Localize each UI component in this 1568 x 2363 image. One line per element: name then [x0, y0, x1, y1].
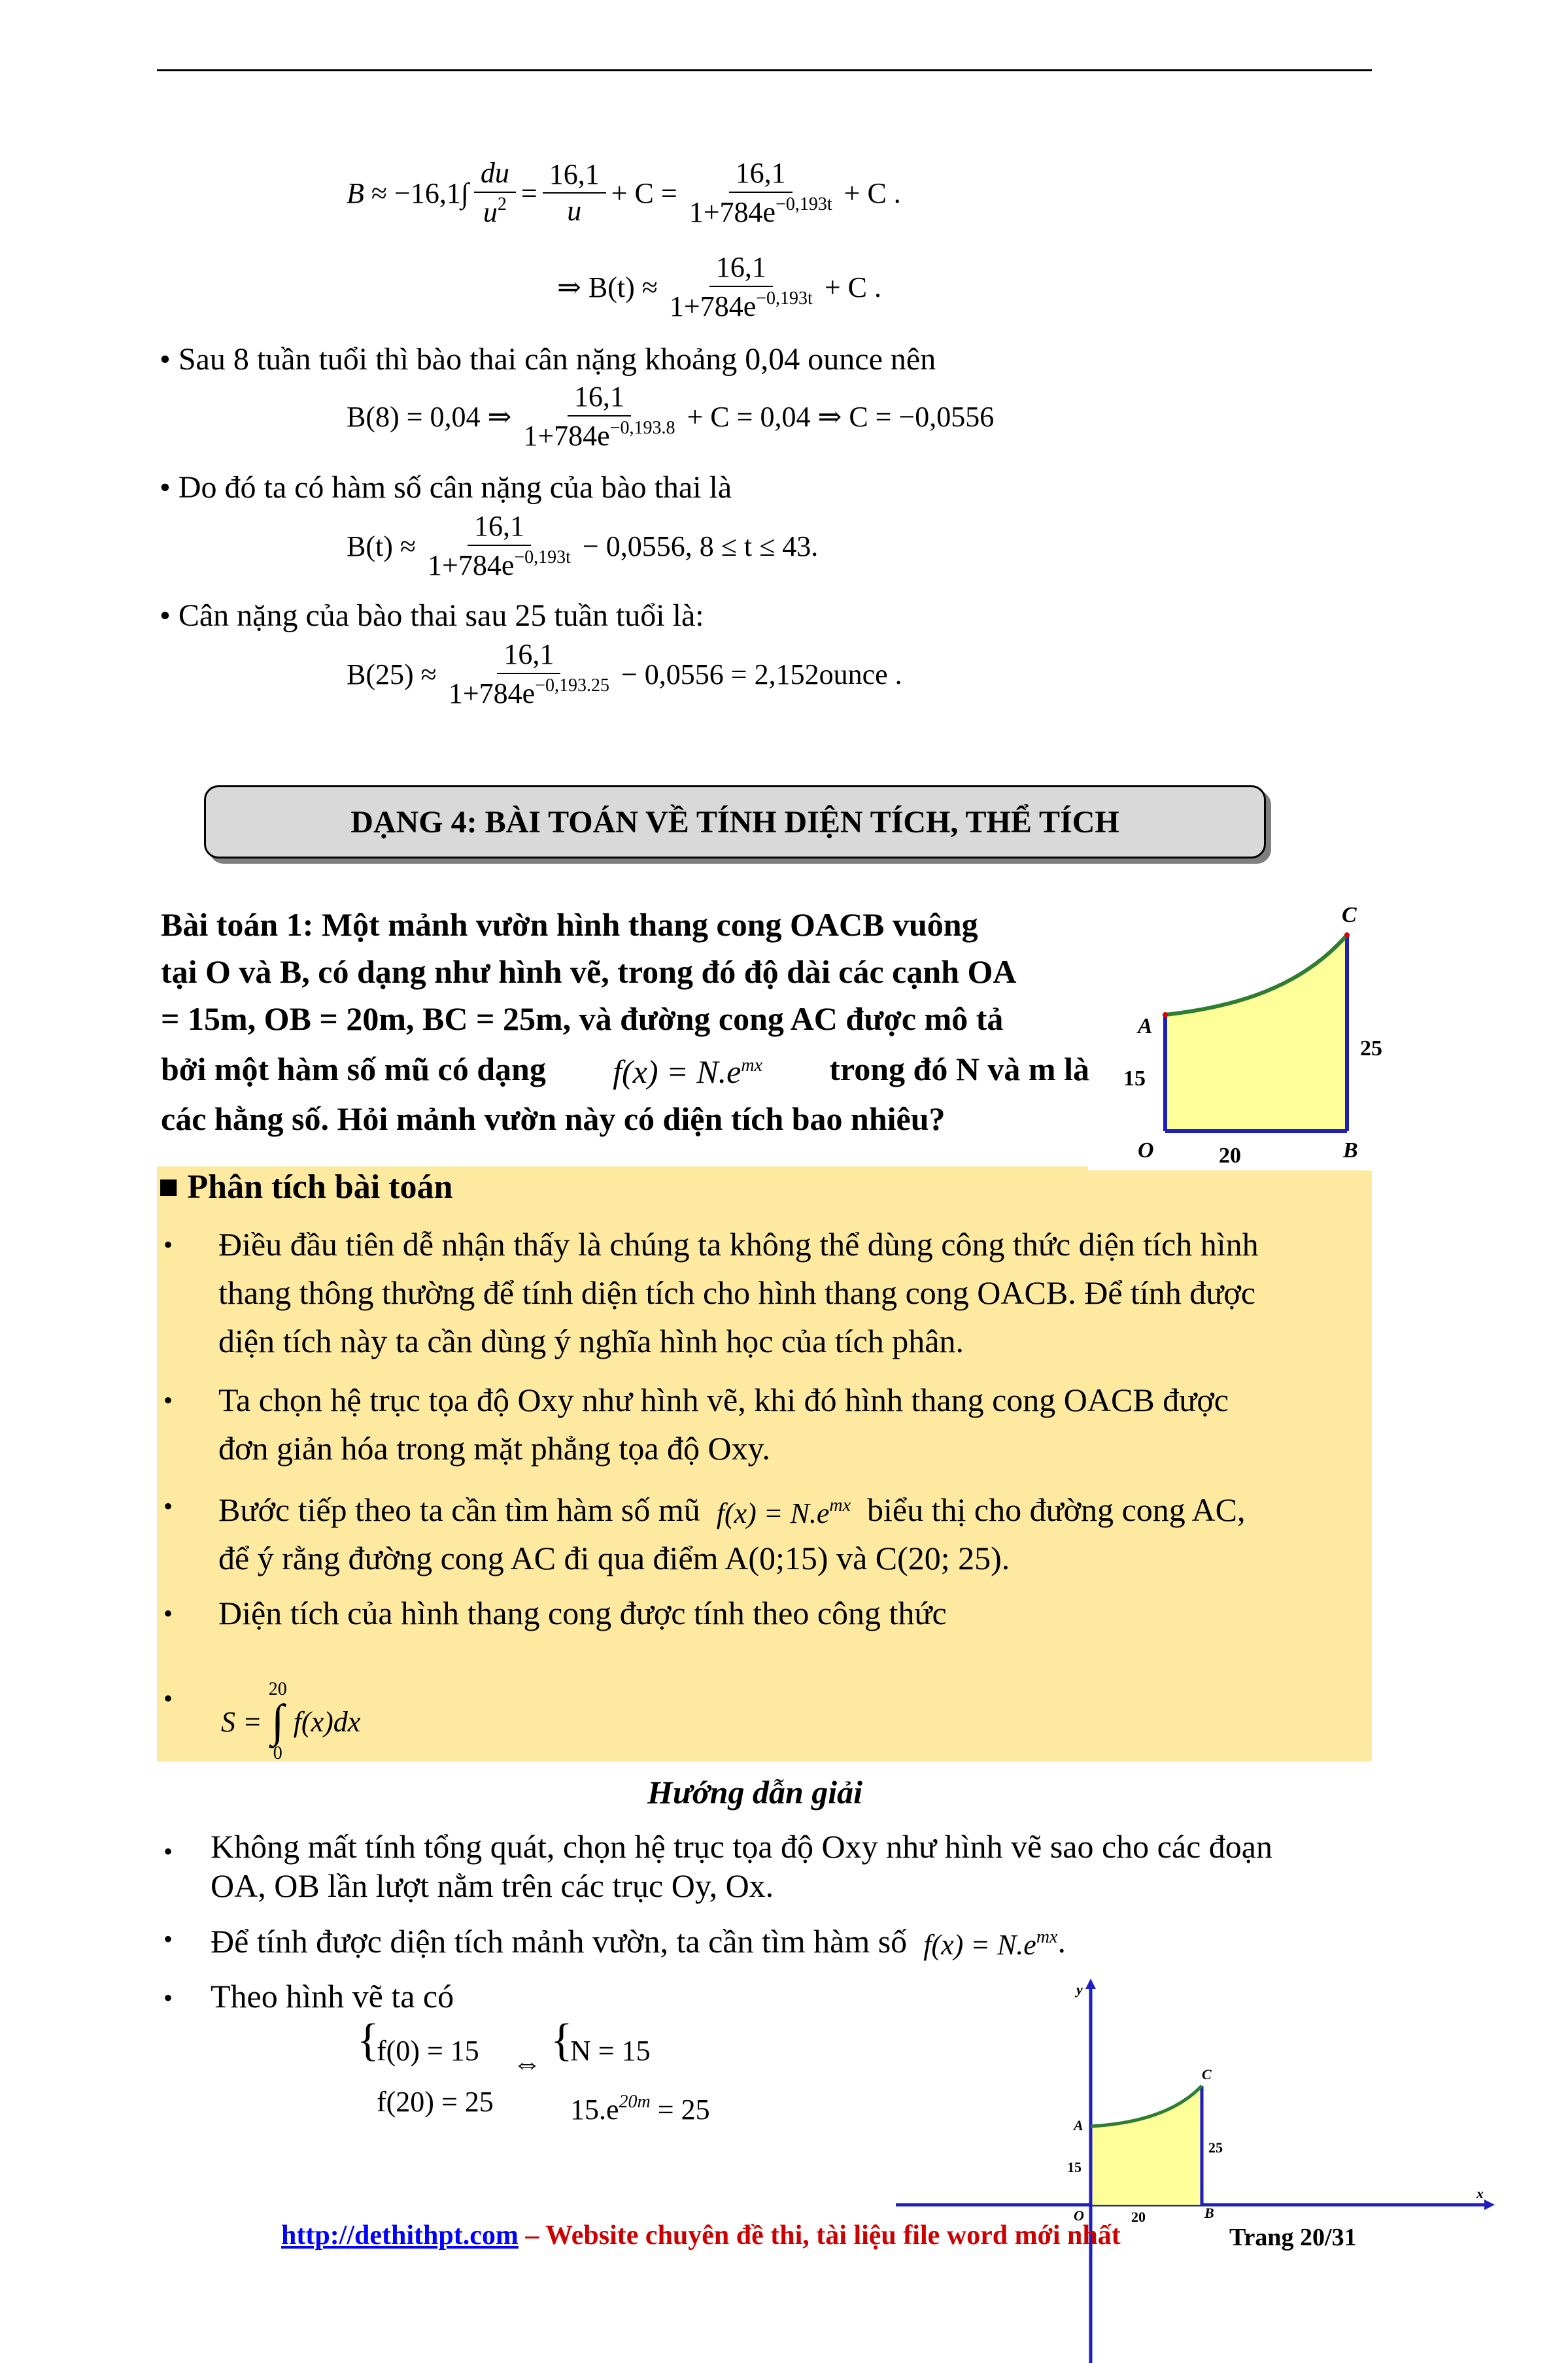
area-integral: S = 20 ∫ 0 f(x)dx: [221, 1679, 361, 1763]
brace-left: {: [357, 2015, 379, 2066]
label-o: O: [1074, 2207, 1084, 2224]
bullet-dot: •: [163, 1230, 173, 1259]
analysis-item: để ý rằng đường cong AC đi qua điểm A(0;15) và C(20; 25).: [218, 1540, 1010, 1576]
formula-b8: B(8) = 0,04 ⇒ $\frac{16,1}{1+784e^{-0,193.8}}$ + C = 0,04 ⇒ C = −0,0556: [347, 381, 995, 452]
problem-statement: Bài toán 1: Một mảnh vườn hình thang cong OACB vuông tại O và B, có dạng như hình vẽ, trong đó độ dài các cạnh OA = 15m, OB = 20m, BC = 25m, và đường cong AC được mô tả bởi một hàm số mũ có dạng $f(x) = N.e^{mx}$ trong đó N và m là các hằng số. Hỏi mảnh vườn này có diện tích bao nhiêu?: [161, 906, 1089, 1137]
formula-b25: B(25) ≈ $\frac{16,1}{1+784e^{-0,193.25}}$ − 0,0556 = 2,152ounce .: [347, 638, 902, 709]
label-o: O: [1138, 1138, 1154, 1163]
bullet-dot: •: [163, 1983, 173, 2013]
solution-item: Theo hình vẽ ta có: [211, 1978, 454, 2014]
point-a: [1163, 1012, 1168, 1017]
label-oa: 15: [1123, 1066, 1146, 1091]
label-b: B: [1343, 1138, 1358, 1163]
brace-right: {: [551, 2015, 573, 2066]
bullet-text: • Sau 8 tuần tuổi thì bào thai cân nặng khoảng 0,04 ounce nên: [160, 342, 936, 377]
footer-text: – Website chuyên đề thi, tài liệu file word mới nhất: [518, 2220, 1121, 2251]
label-a: A: [1074, 2117, 1083, 2134]
footer-link[interactable]: http://dethithpt.com: [281, 2220, 519, 2251]
label-ob: 20: [1219, 1144, 1241, 1168]
analysis-title: ■ Phân tích bài toán: [158, 1168, 453, 1206]
label-bc: 25: [1208, 2139, 1223, 2156]
section-heading: DẠNG 4: BÀI TOÁN VỀ TÍNH DIỆN TÍCH, THỂ TÍCH: [204, 785, 1266, 858]
solution-item: Để tính được diện tích mảnh vườn, ta cần tìm hàm số $f(x) = N.e^{mx}$ .: [211, 1923, 1066, 1961]
formula-bt: ⇒ B(t) ≈ $\frac{16,1}{1+784e^{-0,193t}}$ + C .: [557, 251, 881, 322]
analysis-item: Ta chọn hệ trục tọa độ Oxy như hình vẽ, khi đó hình thang cong OACB được: [218, 1382, 1229, 1418]
analysis-item: đơn giản hóa trong mặt phẳng tọa độ Oxy.: [218, 1430, 770, 1467]
bullet-text: • Cân nặng của bào thai sau 25 tuần tuổi là:: [160, 598, 704, 633]
coordinate-figure: [896, 1975, 1504, 2363]
bullet-dot: •: [163, 1491, 173, 1521]
bullet-dot: •: [163, 1684, 173, 1713]
label-bc: 25: [1360, 1036, 1382, 1061]
garden-figure: [1105, 896, 1380, 1183]
footer: [281, 2220, 1121, 2251]
label-ob: 20: [1131, 2209, 1146, 2225]
analysis-item: diện tích này ta cần dùng ý nghĩa hình học của tích phân.: [218, 1323, 964, 1359]
formula-integral: B ≈ −16,1∫ $\frac{du}{u^2}$ = $\frac{16,1}{u}$ + C = $\frac{16,1}{1+784e^{-0,193t}}$ + C .: [347, 157, 901, 228]
system-right: N = 15 $15.e^{20m} = 25$: [570, 2035, 710, 2126]
system-left: f(0) = 15 f(20) = 25: [377, 2035, 494, 2118]
page-number: Trang 20/31: [1229, 2224, 1357, 2251]
label-a: A: [1138, 1014, 1153, 1038]
label-c: C: [1342, 903, 1357, 927]
bullet-dot: •: [163, 1837, 173, 1866]
label-y: y: [1076, 1981, 1083, 1998]
solution-item: Không mất tính tổng quát, chọn hệ trục tọa độ Oxy như hình vẽ sao cho các đoạn: [211, 1828, 1272, 1865]
bullet-dot: •: [163, 1386, 173, 1415]
label-b: B: [1204, 2205, 1214, 2221]
garden-area: [1165, 935, 1347, 1131]
y-axis-arrow: [1085, 1979, 1096, 1989]
bullet-text: • Do đó ta có hàm số cân nặng của bào thai là: [160, 470, 732, 505]
analysis-item: thang thông thường để tính diện tích cho hình thang cong OACB. Để tính được: [218, 1274, 1256, 1311]
analysis-item: Điều đầu tiên dễ nhận thấy là chúng ta không thể dùng công thức diện tích hình: [218, 1226, 1259, 1263]
label-oa: 15: [1067, 2159, 1082, 2175]
analysis-item: Bước tiếp theo ta cần tìm hàm số mũ $f(x) = N.e^{mx}$ biểu thị cho đường cong AC,: [218, 1491, 1246, 1529]
x-axis-arrow: [1484, 2200, 1495, 2210]
bullet-dot: •: [163, 1924, 173, 1954]
bullet-dot: •: [163, 1599, 173, 1628]
label-x: x: [1476, 2185, 1484, 2202]
formula-bt-final: B(t) ≈ $\frac{16,1}{1+784e^{-0,193t}}$ − 0,0556, 8 ≤ t ≤ 43.: [347, 510, 819, 581]
label-c: C: [1202, 2066, 1212, 2082]
solution-title: Hướng dẫn giải: [647, 1774, 863, 1810]
solution-item: OA, OB lần lượt nằm trên các trục Oy, Ox.: [211, 1867, 774, 1904]
garden-area: [1091, 2086, 1202, 2205]
analysis-item: Diện tích của hình thang cong được tính theo công thức: [218, 1595, 947, 1631]
top-rule: [157, 69, 1372, 71]
point-c: [1344, 932, 1350, 938]
equiv-sign: ⇔: [513, 2047, 541, 2079]
